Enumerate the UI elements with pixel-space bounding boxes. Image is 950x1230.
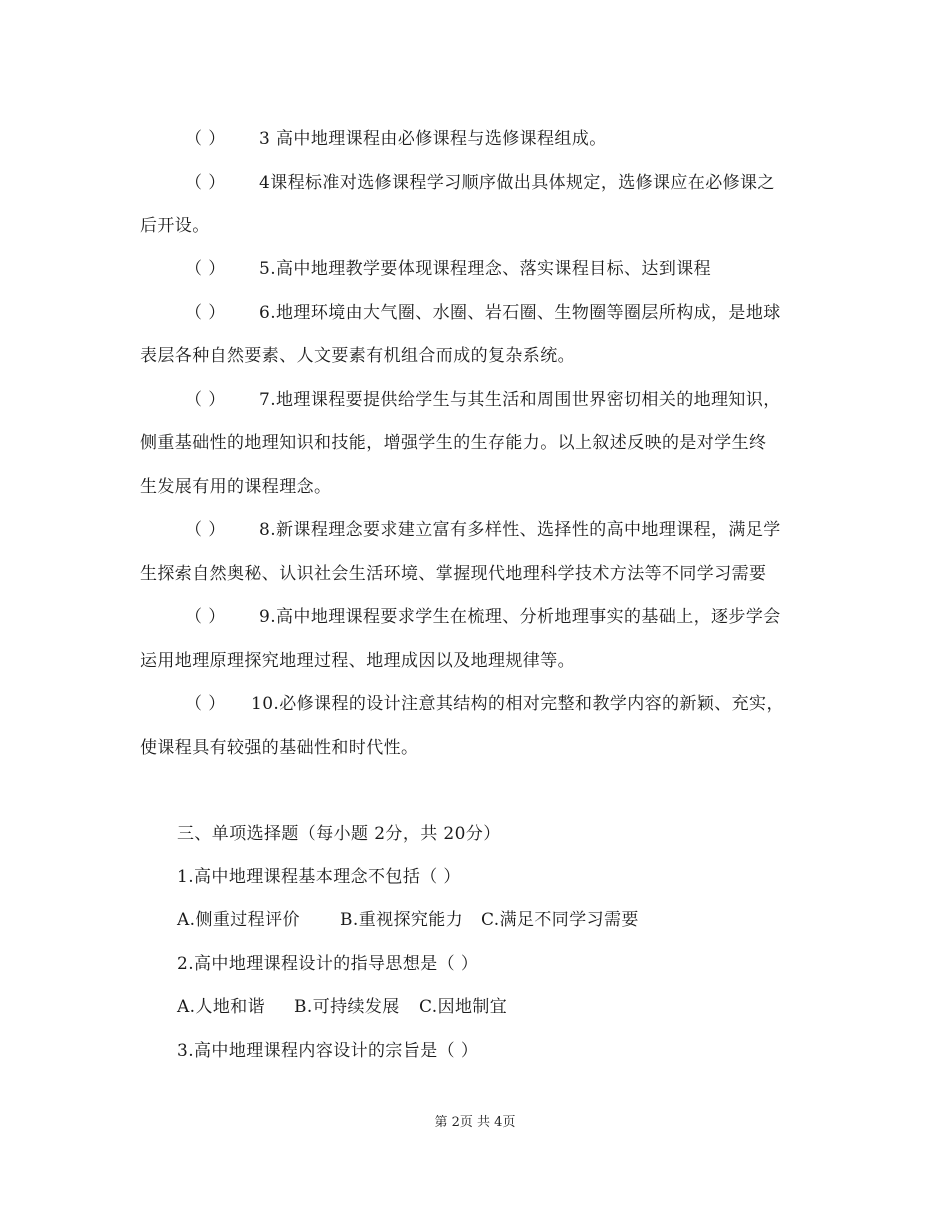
answer-bracket: （ ）: [185, 694, 226, 714]
answer-bracket: （ ）: [185, 129, 226, 149]
item-text: 高中地理教学要体现课程理念、落实课程目标、达到课程: [276, 259, 712, 279]
judgement-item-6: [185, 302, 781, 324]
judgement-item-10-cont: 使课程具有较强的基础性和时代性。: [140, 738, 419, 758]
choice-question-1: 1.高中地理课程基本理念不包括（ ）: [177, 867, 461, 887]
judgement-item-5: [185, 258, 711, 280]
choice-options-1: [177, 909, 639, 931]
judgement-item-10: [185, 693, 784, 715]
item-text: 地理环境由大气圈、水圈、岩石圈、生物圈等圈层所构成，是地球: [276, 303, 781, 323]
page-footer: 第 2页 共 4页: [434, 1115, 516, 1130]
item-number: 3: [259, 129, 271, 149]
item-number: 7.: [259, 390, 277, 410]
item-number: 9.: [259, 607, 277, 627]
item-text: 地理课程要提供给学生与其生活和周围世界密切相关的地理知识，: [276, 390, 781, 410]
option-b: B.重视探究能力: [340, 910, 464, 930]
answer-bracket: （ ）: [185, 607, 226, 627]
item-number: 8.: [259, 520, 277, 540]
judgement-item-7: [185, 389, 781, 411]
judgement-item-7-cont-2: 生发展有用的课程理念。: [140, 477, 332, 497]
judgement-item-4-cont: 后开设。: [140, 216, 210, 236]
item-text: 高中地理课程要求学生在梳理、分析地理事实的基础上，逐步学会: [276, 607, 781, 627]
answer-bracket: （ ）: [185, 303, 226, 323]
item-number: 4: [259, 173, 271, 193]
choice-question-3: 3.高中地理课程内容设计的宗旨是（ ）: [177, 1041, 479, 1061]
item-text: 新课程理念要求建立富有多样性、选择性的高中地理课程，满足学: [276, 520, 781, 540]
judgement-item-3: [185, 128, 607, 150]
item-text: 高中地理课程由必修课程与选修课程组成。: [276, 129, 607, 149]
judgement-item-8-cont: 生探索自然奥秘、认识社会生活环境、掌握现代地理科学技术方法等不同学习需要: [140, 564, 767, 584]
option-a: A.侧重过程评价: [177, 910, 300, 930]
answer-bracket: （ ）: [185, 173, 226, 193]
judgement-item-4: [185, 172, 775, 194]
choice-options-2: [177, 996, 507, 1018]
judgement-item-7-cont-1: 侧重基础性的地理知识和技能，增强学生的生存能力。以上叙述反映的是对学生终: [140, 433, 767, 453]
item-number: 5.: [259, 259, 277, 279]
judgement-item-8: [185, 519, 781, 541]
option-c: C.因地制宜: [419, 997, 508, 1017]
answer-bracket: （ ）: [185, 390, 226, 410]
answer-bracket: （ ）: [185, 520, 226, 540]
judgement-item-6-cont: 表层各种自然要素、人文要素有机组合而成的复杂系统。: [140, 346, 575, 366]
option-a: A.人地和谐: [177, 997, 266, 1017]
item-text: 必修课程的设计注意其结构的相对完整和教学内容的新颖、充实，: [279, 694, 784, 714]
choice-question-2: 2.高中地理课程设计的指导思想是（ ）: [177, 954, 479, 974]
option-b: B.可持续发展: [294, 997, 400, 1017]
judgement-item-9-cont: 运用地理原理探究地理过程、地理成因以及地理规律等。: [140, 651, 575, 671]
answer-bracket: （ ）: [185, 259, 226, 279]
section-heading: 三、单项选择题（每小题 2分，共 20分）: [177, 824, 501, 844]
judgement-item-9: [185, 606, 781, 628]
item-number: 6.: [259, 303, 277, 323]
option-c: C.满足不同学习需要: [481, 910, 639, 930]
item-text: 课程标准对选修课程学习顺序做出具体规定，选修课应在必修课之: [270, 173, 775, 193]
item-number: 10.: [251, 694, 280, 714]
